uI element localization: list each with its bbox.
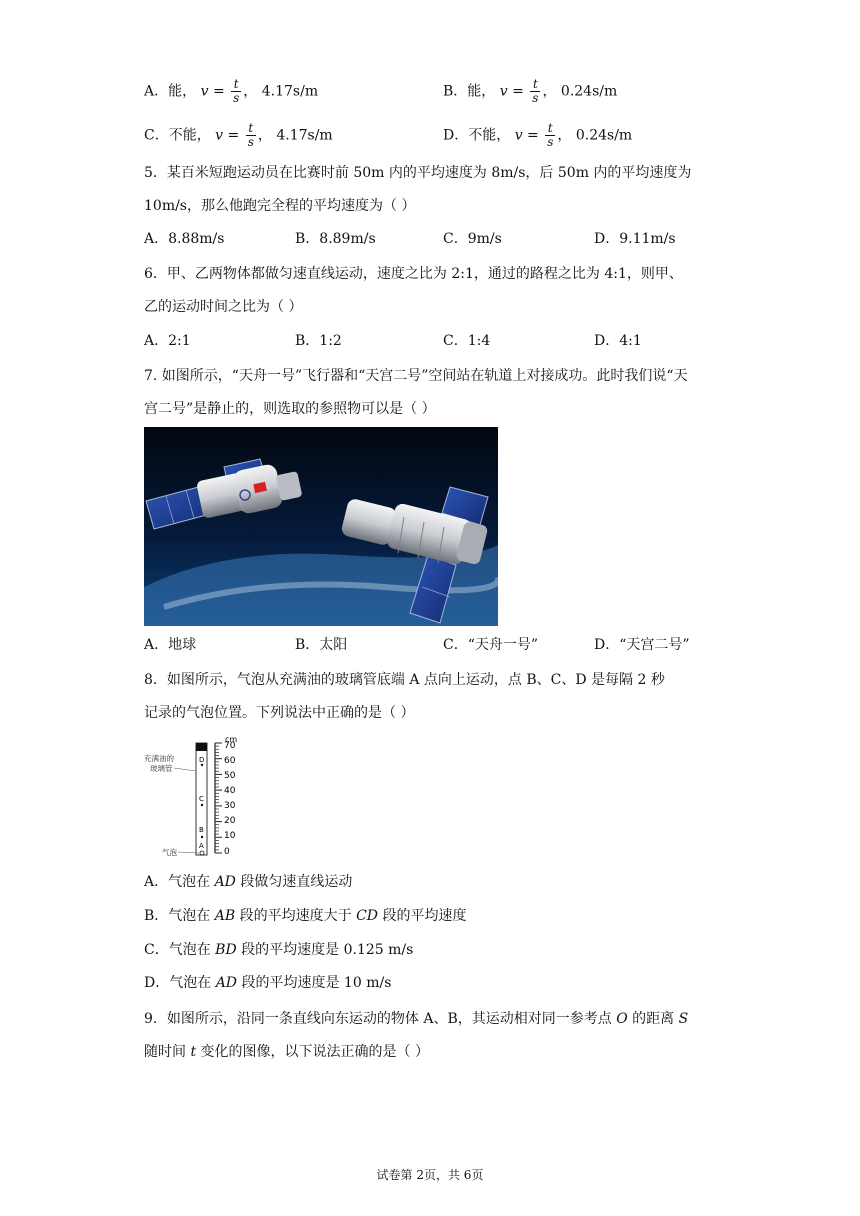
q5-option-c: C．9m/s — [443, 231, 502, 247]
point-label-d: D — [199, 756, 205, 764]
ruler-tick-0: 0 — [224, 847, 230, 857]
q4-option-b-tail: ， 0.24s/m — [542, 83, 618, 100]
q8-option-a-pre: A．气泡在 — [144, 874, 215, 890]
q8-stem-line-1: 8．如图所示，气泡从充满油的玻璃管底端 A 点向上运动，点 B、C、D 是每隔 2 秒 — [144, 672, 665, 688]
ruler-tick-20: 20 — [224, 816, 236, 826]
q4-option-c-lhs: v = — [215, 127, 240, 144]
point-label-c: C — [199, 795, 204, 803]
fraction-numerator: t — [246, 122, 256, 136]
q8-option-b-mid: 段的平均速度大于 — [235, 908, 357, 924]
ruler-tick-40: 40 — [224, 786, 236, 796]
tube-label-line-1: 充满油的 — [144, 754, 174, 763]
q9-reference-point: O — [616, 1011, 628, 1027]
ruler-unit: cm — [225, 735, 238, 744]
q8-option-a-segment: AD — [214, 874, 236, 890]
q4-option-d-lhs: v = — [514, 127, 539, 144]
bubble-label: 气泡 — [162, 848, 177, 857]
q8-stem-line-2: 记录的气泡位置。下列说法中正确的是（ ） — [144, 705, 415, 721]
q4-option-a — [144, 78, 318, 105]
fraction-denominator: s — [547, 135, 554, 149]
q7-option-b: B．太阳 — [295, 637, 348, 653]
q9-stem-line-2 — [144, 1042, 429, 1062]
q8-option-a-post: 段做匀速直线运动 — [235, 874, 353, 890]
q8-option-d-pre: D．气泡在 — [144, 975, 216, 991]
q7-option-c: C．“天舟一号” — [443, 637, 539, 653]
ruler-tick-50: 50 — [224, 771, 236, 781]
fraction-numerator: t — [545, 122, 555, 136]
fraction-denominator: s — [247, 135, 254, 149]
q4-option-c-label: C．不能， — [144, 127, 211, 144]
q9-line-2-part-1: 随时间 — [144, 1044, 191, 1060]
q4-option-c — [144, 122, 333, 149]
q6-option-a: A．2:1 — [144, 333, 191, 349]
q7-stem-line-1: 7. 如图所示，“天舟一号”飞行器和“天宫二号”空间站在轨道上对接成功。此时我们说“天 — [144, 368, 688, 384]
q9-line-1-part-2: 的距离 — [627, 1011, 679, 1027]
q8-option-c-post: 段的平均速度是 0.125 m/s — [236, 942, 414, 958]
q8-option-b-segment-2: CD — [356, 908, 378, 924]
q4-option-a-lhs: v = — [200, 83, 225, 100]
space-station-docking-photo — [144, 427, 498, 626]
q4-option-b-label: B．能， — [443, 83, 496, 100]
q8-option-a — [144, 872, 352, 892]
q4-option-d-fraction — [545, 122, 555, 149]
q8-option-c — [144, 940, 413, 960]
point-label-b: B — [199, 826, 204, 834]
q6-stem-line-1: 6．甲、乙两物体都做匀速直线运动，速度之比为 2:1，通过的路程之比为 4:1，则甲、 — [144, 266, 683, 282]
point-label-a: A — [199, 842, 204, 850]
space-station-docking-illustration — [144, 427, 498, 626]
q8-option-c-pre: C．气泡在 — [144, 942, 216, 958]
q8-option-c-segment: BD — [215, 942, 237, 958]
q4-option-c-fraction — [246, 122, 256, 149]
ruler-tick-10: 10 — [224, 831, 236, 841]
q4-option-a-label: A．能， — [144, 83, 197, 100]
q8-option-b-segment: AB — [214, 908, 236, 924]
fraction-denominator: s — [233, 91, 240, 105]
ruler-tick-30: 30 — [224, 801, 236, 811]
q4-option-d-label: D．不能， — [443, 127, 511, 144]
q8-option-b — [144, 906, 466, 926]
q9-line-2-part-2: 变化的图像，以下说法正确的是（ ） — [196, 1044, 429, 1060]
fraction-numerator: t — [530, 78, 540, 92]
q6-option-b: B．1:2 — [295, 333, 342, 349]
ruler-tick-70: 70 — [224, 741, 236, 751]
q4-option-b-fraction — [530, 78, 540, 105]
q8-option-d-post: 段的平均速度是 10 m/s — [237, 975, 392, 991]
q9-distance-symbol: S — [678, 1011, 689, 1027]
q4-option-c-tail: ， 4.17s/m — [257, 127, 333, 144]
q8-option-b-pre: B．气泡在 — [144, 908, 215, 924]
q6-option-d: D．4:1 — [594, 333, 642, 349]
fraction-denominator: s — [532, 91, 539, 105]
page-footer: 试卷第 2页，共 6页 — [376, 1168, 484, 1182]
q8-option-b-post: 段的平均速度 — [378, 908, 467, 924]
ruler-tick-60: 60 — [224, 756, 236, 766]
fraction-numerator: t — [231, 78, 241, 92]
q7-option-d: D．“天宫二号” — [594, 637, 690, 653]
q4-option-b-lhs: v = — [499, 83, 524, 100]
q4-option-b — [443, 78, 617, 105]
q8-option-d-segment: AD — [215, 975, 238, 991]
ruler-minor-ticks — [215, 743, 222, 853]
q4-option-d — [443, 122, 632, 149]
q5-option-b: B．8.89m/s — [295, 231, 376, 247]
q7-stem-line-2: 宫二号”是静止的，则选取的参照物可以是（ ） — [144, 401, 436, 417]
q5-stem-line-1: 5．某百米短跑运动员在比赛时前 50m 内的平均速度为 8m/s，后 50m 内的平均速度为 — [144, 165, 692, 181]
q4-option-a-fraction — [231, 78, 241, 105]
q6-option-c: C．1:4 — [443, 333, 491, 349]
q5-option-a: A．8.88m/s — [144, 231, 225, 247]
tube-label-line-2: 玻璃管 — [150, 764, 173, 773]
q9-stem-line-1 — [144, 1009, 688, 1029]
q7-option-a: A．地球 — [144, 637, 197, 653]
q8-option-d — [144, 973, 391, 993]
q6-stem-line-2: 乙的运动时间之比为（ ） — [144, 299, 303, 315]
q5-option-d: D．9.11m/s — [594, 231, 676, 247]
q9-line-1-part-1: 9．如图所示，沿同一条直线向东运动的物体 A、B，其运动相对同一参考点 — [144, 1011, 617, 1027]
q4-option-a-tail: ， 4.17s/m — [243, 83, 319, 100]
q9-time-symbol: t — [190, 1044, 197, 1060]
q4-option-d-tail: ， 0.24s/m — [557, 127, 633, 144]
bubble-tube-figure — [144, 733, 254, 861]
bubble-tube-diagram — [144, 733, 254, 861]
q5-stem-line-2: 10m/s，那么他跑完全程的平均速度为（ ） — [144, 198, 416, 214]
